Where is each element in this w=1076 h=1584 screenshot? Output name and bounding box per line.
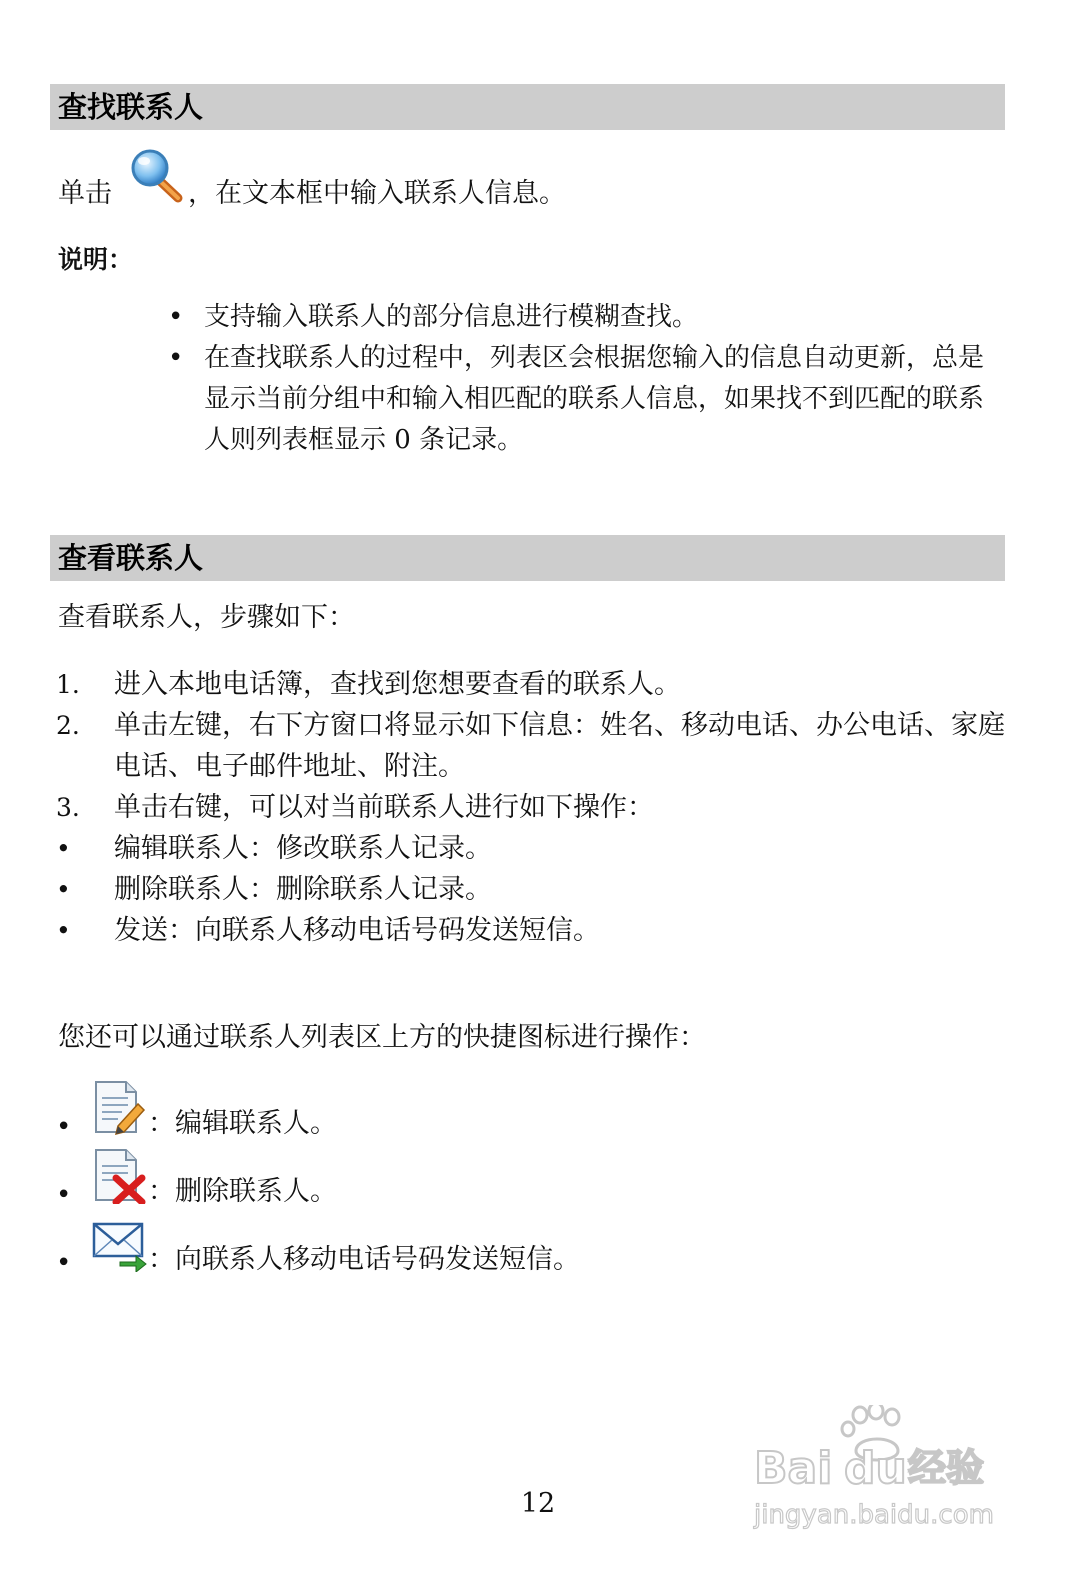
note-item: • 支持输入联系人的部分信息进行模糊查找。 bbox=[168, 297, 1008, 338]
bullet: • bbox=[56, 1180, 72, 1210]
list-item bbox=[56, 828, 1006, 869]
list-item bbox=[56, 910, 1006, 951]
list-text: 单击左键，右下方窗口将显示如下信息：姓名、移动电话、办公电话、家庭电话、电子邮件地址、附注。 bbox=[114, 710, 1005, 782]
shortcut-intro: 您还可以通过联系人列表区上方的快捷图标进行操作： bbox=[58, 1022, 706, 1053]
list-text: 删除联系人：删除联系人记录。 bbox=[114, 874, 492, 905]
note-label: 说明： bbox=[58, 245, 134, 274]
bullet: • bbox=[56, 1248, 72, 1278]
magnifier-icon bbox=[128, 146, 184, 204]
bullet: • bbox=[56, 1112, 72, 1142]
list-marker: • bbox=[56, 916, 71, 945]
list-text: 进入本地电话簿，查找到您想要查看的联系人。 bbox=[114, 669, 681, 700]
shortcut-text: ：删除联系人。 bbox=[148, 1176, 337, 1207]
svg-text:jingyan.baidu.com: jingyan.baidu.com bbox=[754, 1500, 994, 1530]
svg-text:du: du bbox=[844, 1443, 907, 1494]
shortcut-item-delete bbox=[56, 1148, 756, 1216]
list-marker: 2. bbox=[56, 711, 80, 740]
list-item bbox=[56, 705, 1006, 787]
list-marker: 3. bbox=[56, 793, 80, 822]
section-title: 查找联系人 bbox=[58, 90, 204, 124]
list-marker: • bbox=[56, 875, 71, 904]
list-marker: • bbox=[56, 834, 71, 863]
page-number: 12 bbox=[520, 1488, 556, 1519]
list-marker: 1. bbox=[56, 670, 80, 699]
svg-text:经验: 经验 bbox=[908, 1446, 985, 1490]
section-title: 查看联系人 bbox=[58, 541, 204, 575]
delete-contact-icon bbox=[92, 1148, 148, 1204]
section-header-find-contact bbox=[50, 84, 1005, 130]
shortcut-text: ：编辑联系人。 bbox=[148, 1108, 337, 1139]
section-header-view-contact bbox=[50, 535, 1005, 581]
view-intro: 查看联系人，步骤如下： bbox=[58, 602, 355, 633]
list-text: 编辑联系人：修改联系人记录。 bbox=[114, 833, 492, 864]
find-intro-suffix: ，在文本框中输入联系人信息。 bbox=[188, 178, 566, 209]
baidu-watermark-logo bbox=[752, 1405, 1002, 1535]
shortcut-list bbox=[56, 1080, 756, 1284]
steps-list bbox=[56, 664, 1006, 951]
note-list bbox=[168, 297, 1008, 461]
send-message-icon bbox=[92, 1216, 148, 1272]
shortcut-item-send bbox=[56, 1216, 756, 1284]
list-item bbox=[56, 787, 1006, 828]
shortcut-item-edit bbox=[56, 1080, 756, 1148]
note-item: • 在查找联系人的过程中，列表区会根据您输入的信息自动更新，总是显示当前分组中和输入相匹配的联系人信息，如果找不到匹配的联系人则列表框显示 0 条记录。 bbox=[168, 338, 1008, 461]
list-item bbox=[56, 664, 1006, 705]
svg-text:Bai: Bai bbox=[754, 1443, 833, 1494]
list-item bbox=[56, 869, 1006, 910]
edit-contact-icon bbox=[92, 1080, 148, 1136]
list-text: 单击右键，可以对当前联系人进行如下操作： bbox=[114, 792, 654, 823]
list-text: 发送：向联系人移动电话号码发送短信。 bbox=[114, 915, 600, 946]
find-intro-prefix: 单击 bbox=[58, 178, 112, 209]
shortcut-text: ：向联系人移动电话号码发送短信。 bbox=[148, 1244, 580, 1275]
